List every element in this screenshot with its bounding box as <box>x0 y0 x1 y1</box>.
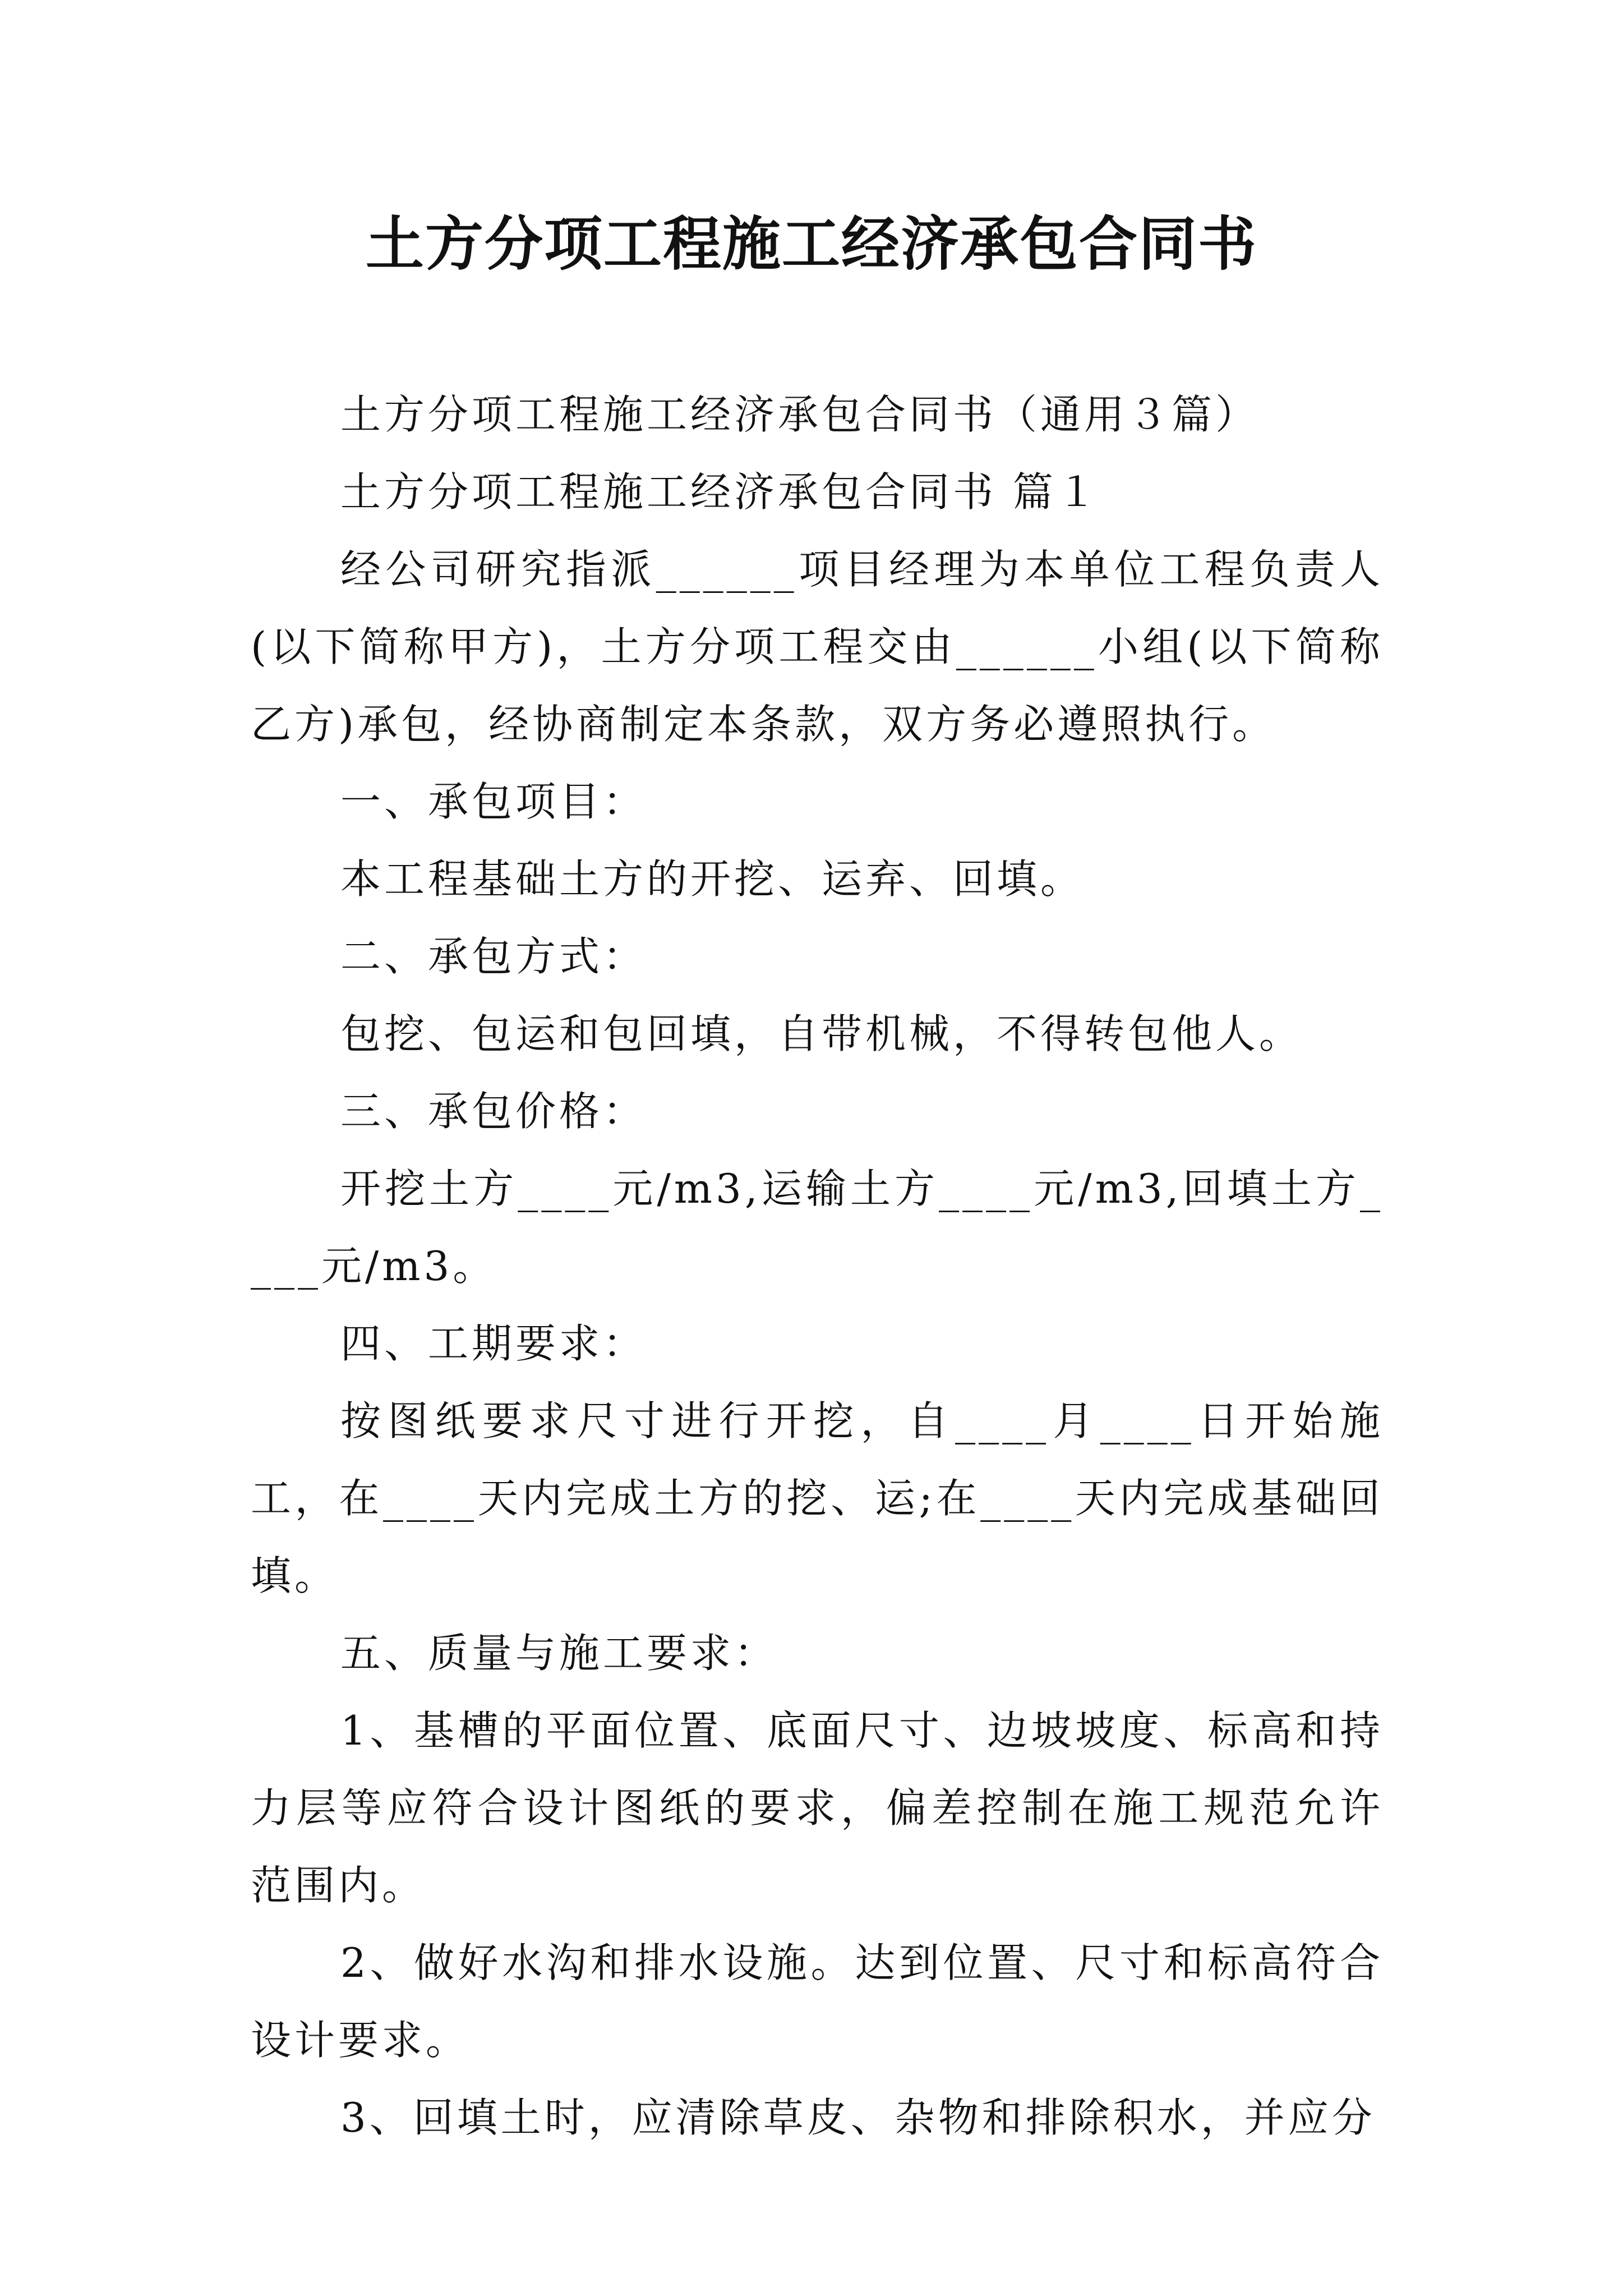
contract-items-paragraph: 本工程基础土方的开挖、运弃、回填。 <box>340 855 1085 903</box>
contract-price-paragraph: 开挖土方____元/m3,运输土方____元/m3,回填土方____元/m3。 <box>251 1165 1384 1290</box>
heading-schedule: 四、工期要求： <box>340 1320 647 1367</box>
quality-item-2: 2、做好水沟和排水设施。达到位置、尺寸和标高符合设计要求。 <box>251 1939 1384 2064</box>
document-title: 土方分项工程施工经济承包合同书 <box>365 209 1257 278</box>
contract-method-paragraph: 包挖、包运和包回填，自带机械，不得转包他人。 <box>340 1010 1303 1057</box>
heading-contract-items: 一、承包项目： <box>340 778 647 825</box>
heading-quality: 五、质量与施工要求： <box>340 1630 778 1677</box>
quality-item-1: 1、基槽的平面位置、底面尺寸、边坡坡度、标高和持力层等应符合设计图纸的要求，偏差控制在施工规范允许范围内。 <box>251 1707 1384 1909</box>
heading-contract-method: 二、承包方式： <box>340 933 647 980</box>
intro-paragraph: 经公司研究指派______项目经理为本单位工程负责人(以下简称甲方)，土方分项工程交由______小组(以下简称乙方)承包，经协商制定本条款，双方务必遵照执行。 <box>251 546 1384 748</box>
document-body <box>251 376 1384 2156</box>
quality-item-3: 3、回填土时，应清除草皮、杂物和排除积水，并应分 <box>340 2094 1376 2141</box>
heading-contract-price: 三、承包价格： <box>340 1088 647 1135</box>
schedule-paragraph: 按图纸要求尺寸进行开挖，自____月____日开始施工，在____天内完成土方的挖、运;在____天内完成基础回填。 <box>251 1397 1384 1599</box>
section-heading-part-1: 土方分项工程施工经济承包合同书 篇１ <box>340 468 1100 516</box>
subtitle-paragraph: 土方分项工程施工经济承包合同书（通用３篇） <box>340 391 1260 438</box>
